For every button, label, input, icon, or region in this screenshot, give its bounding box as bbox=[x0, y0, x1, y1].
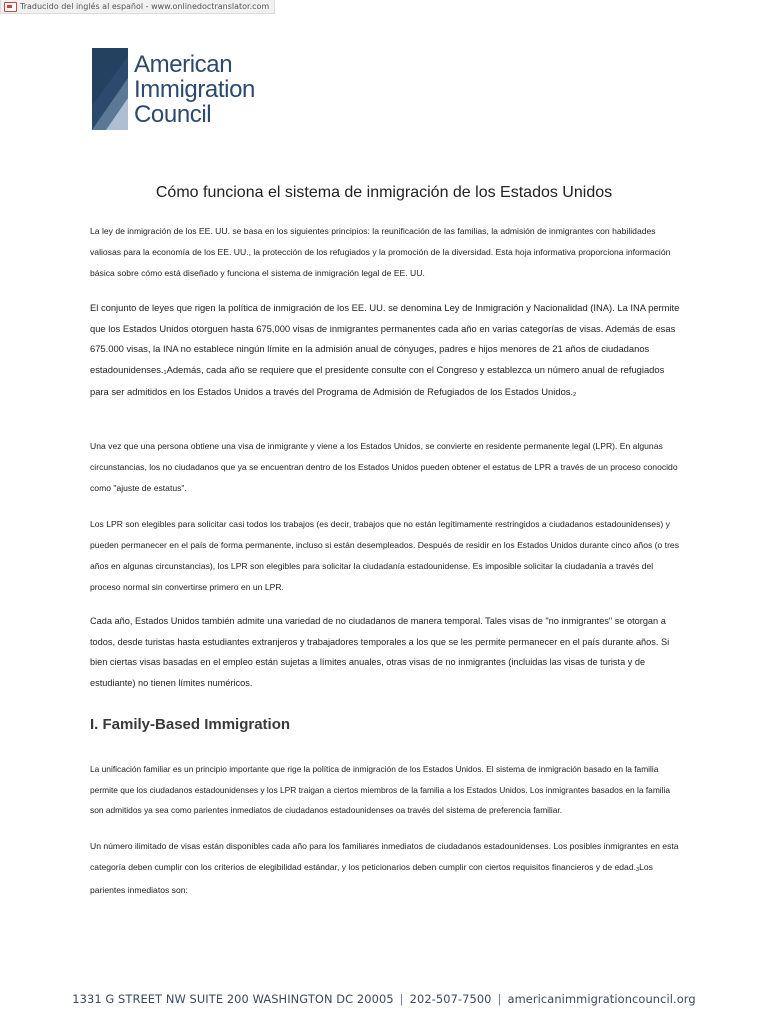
footer-phone: 202-507-7500 bbox=[409, 992, 492, 1006]
footer-separator: | bbox=[497, 992, 502, 1006]
paragraph-ina-part-2: Además, cada año se requiere que el presidente consulte con el Congreso y establezca un número anual de refugiados para ser admitidos en los Estados Unidos a través del Programa de Admisión de Refugiados de los Estados Unidos. bbox=[90, 363, 665, 397]
logo-mark-icon bbox=[92, 48, 128, 130]
footnote-marker-2[interactable]: 2 bbox=[573, 392, 577, 398]
footnote-marker-3[interactable]: 3 bbox=[636, 867, 640, 873]
paragraph-immediate-relatives-part-1: Un número ilimitado de visas están disponibles cada año para los familiares inmediatos de ciudadanos estadounidenses. Los posibles inmigrantes en esta categoría deben cumplir con los criterios de elegibilidad estándar, y los peticionarios deben cumplir con ciertos requisitos financieros y de edad. bbox=[90, 841, 679, 872]
organization-logo bbox=[92, 48, 255, 130]
footnote-marker-1[interactable]: 1 bbox=[163, 369, 167, 376]
paragraph-immediate-relatives-part-2: Los parientes inmediatos son: bbox=[90, 862, 653, 895]
paragraph-immediate-relatives bbox=[90, 836, 680, 901]
logo-line-2: Immigration bbox=[134, 75, 255, 103]
page-footer bbox=[0, 992, 768, 1006]
paragraph-intro: La ley de inmigración de los EE. UU. se basa en los siguientes principios: la reunificación de las familias, la admisión de inmigrantes con habilidades valiosas para la economía de los EE. UU., la protección de los refugiados y la promoción de la diversidad. Esta hoja informativa proporciona información básica sobre cómo está diseñado y funciona el sistema de inmigración legal de EE. UU. bbox=[90, 226, 671, 278]
paragraph-family-unification: La unificación familiar es un principio importante que rige la política de inmigración de los Estados Unidos. El sistema de inmigración basado en la familia permite que los ciudadanos estadounidenses y los LPR traigan a ciertos miembros de la familia a los Estados Unidos. Los inmigrantes basados en la familia son admitidos ya sea como parientes inmediatos de ciudadanos estadounidenses oa través del sistema de preferencia familiar. bbox=[90, 764, 671, 815]
paragraph-ina bbox=[90, 298, 680, 405]
translator-bar[interactable] bbox=[0, 0, 275, 14]
translate-icon bbox=[4, 2, 17, 12]
logo-line-3: Council bbox=[134, 100, 212, 128]
document-title: Cómo funciona el sistema de inmigración de los Estados Unidos bbox=[155, 184, 613, 201]
footer-address: 1331 G STREET NW SUITE 200 WASHINGTON DC 20005 bbox=[72, 992, 394, 1006]
paragraph-lpr-rights: Los LPR son elegibles para solicitar casi todos los trabajos (es decir, trabajos que no están legítimamente restringidos a ciudadanos estadounidenses) y pueden permanecer en el país de forma permanente, incluso si están desempleados. Después de residir en los Estados Unidos durante cinco años (o tres años en algunas circunstancias), los LPR son elegibles para solicitar la ciudadanía estadounidense. Es imposible solicitar la ciudadanía a través del proceso normal sin convertirse primero en un LPR. bbox=[90, 519, 680, 592]
translator-link[interactable]: Traducido del inglés al español - www.onlinedoctranslator.com bbox=[20, 2, 270, 11]
paragraph-ina-part-1: El conjunto de leyes que rigen la política de inmigración de los EE. UU. se denomina Ley de Inmigración y Nacionalidad (INA). La INA permite que los Estados Unidos otorguen hasta 675,000 visas de inmigrantes permanentes cada año en varias categorías de visas. Además de esas 675.000 visas, la INA no establece ningún límite en la admisión anual de cónyuges, padres e hijos menores de 21 años de ciudadanos estadounidenses. bbox=[90, 302, 680, 375]
logo-line-1: American bbox=[134, 50, 233, 78]
paragraph-nonimmigrants: Cada año, Estados Unidos también admite una variedad de no ciudadanos de manera temporal. Tales visas de "no inmigrantes" se otorgan a todos, desde turistas hasta estudiantes extranjeros y trabajadores temporales a los que se les permite permanecer en el país durante años. Si bien ciertas visas basadas en el empleo están sujetas a límites anuales, otras visas de no inmigrantes (incluidas las visas de turista y de estudiante) no tienen límites numéricos. bbox=[90, 616, 670, 688]
section-heading-family: I. Family-Based Immigration bbox=[90, 716, 291, 733]
footer-separator: | bbox=[399, 992, 404, 1006]
paragraph-lpr-status: Una vez que una persona obtiene una visa de inmigrante y viene a los Estados Unidos, se convierte en residente permanente legal (LPR). En algunas circunstancias, los no ciudadanos que ya se encuentran dentro de los Estados Unidos pueden obtener el estatus de LPR a través de un proceso conocido como "ajuste de estatus". bbox=[90, 441, 678, 493]
logo-wordmark bbox=[134, 48, 255, 130]
footer-website[interactable]: americanimmigrationcouncil.org bbox=[507, 992, 696, 1006]
